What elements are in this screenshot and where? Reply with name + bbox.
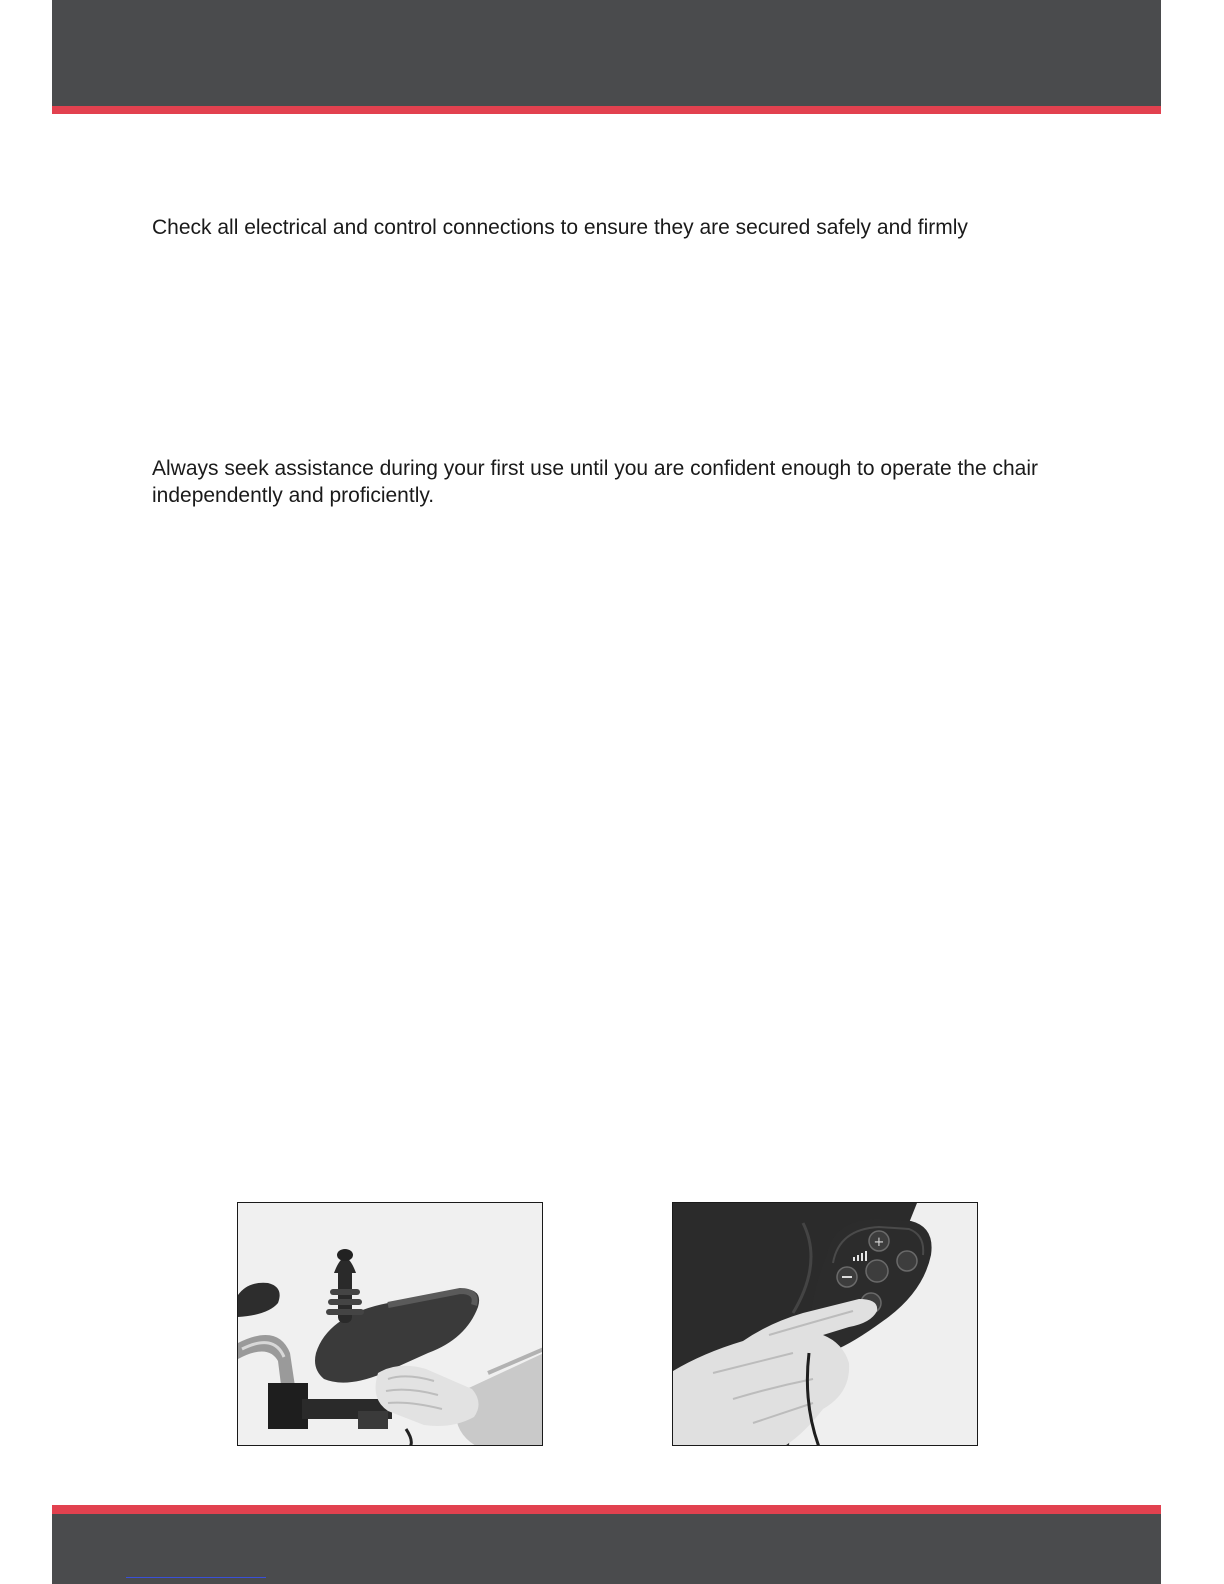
footer-band	[52, 1514, 1161, 1584]
svg-text:+: +	[873, 1235, 885, 1250]
footer-accent-stripe	[52, 1505, 1161, 1514]
joystick-photo-icon	[238, 1203, 543, 1446]
footer-link-underline[interactable]	[126, 1577, 266, 1578]
joystick-controller-photo	[237, 1202, 543, 1446]
remote-photo-icon	[673, 1203, 978, 1446]
header-band	[52, 0, 1161, 106]
paragraph-check-connections: Check all electrical and control connections to ensure they are secured safely and firmly	[152, 216, 968, 239]
header-accent-stripe	[52, 106, 1161, 114]
handheld-remote-photo	[672, 1202, 978, 1446]
paragraph-seek-assistance: Always seek assistance during your first use until you are confident enough to operate the chair independently and proficiently.	[152, 457, 1039, 507]
